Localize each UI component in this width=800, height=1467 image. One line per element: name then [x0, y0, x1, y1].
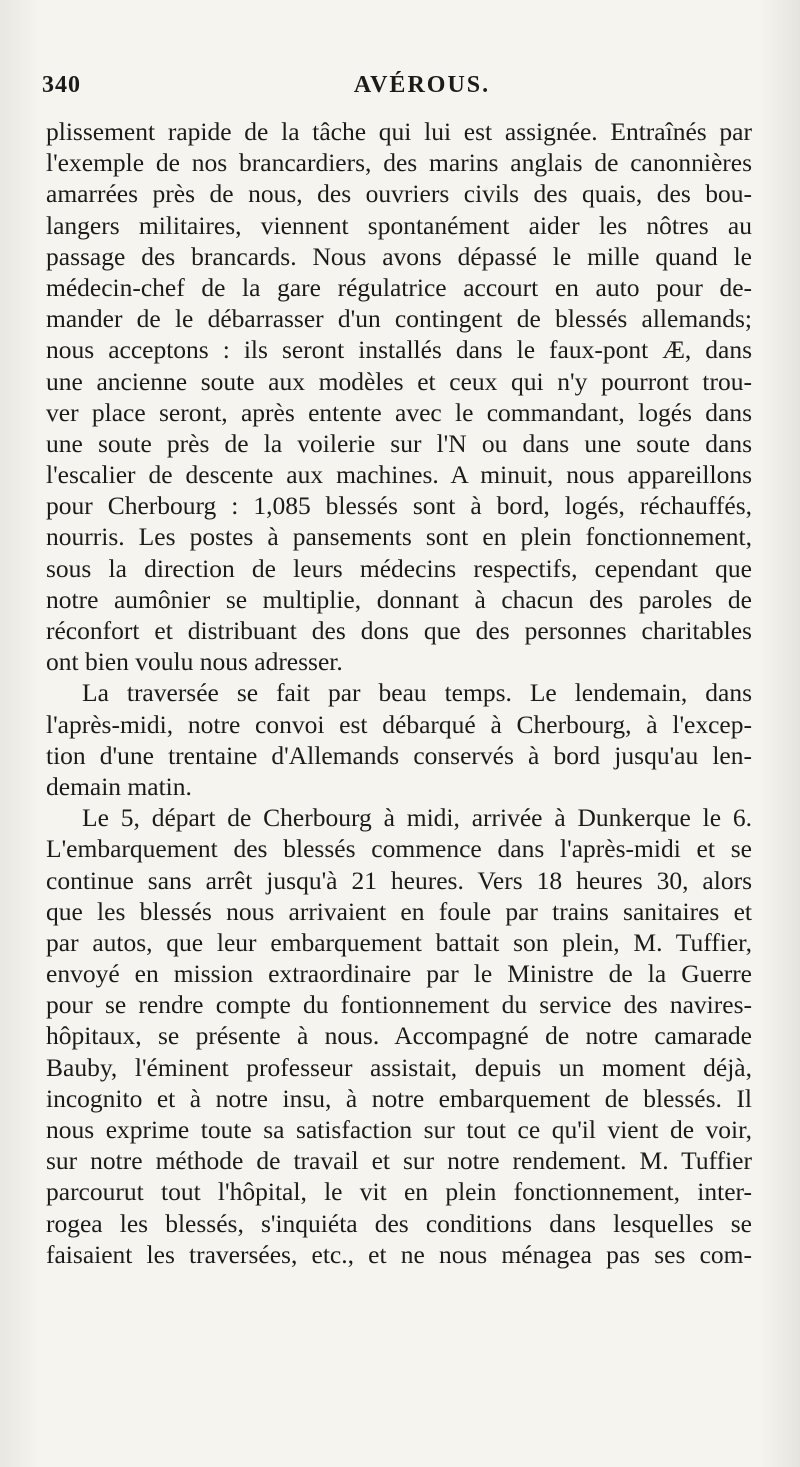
page-header	[42, 72, 758, 104]
text-line: La traversée se fait par beau temps. Le lendemain, dans	[82, 678, 752, 708]
text-line: incognito et à notre insu, à notre embarquement de blessés. Il	[46, 1083, 752, 1113]
text-line: amarrées près de nous, des ouvriers civils des quais, des bou-	[46, 179, 752, 209]
text-line: réconfort et distribuant des dons que des personnes charitables	[46, 616, 752, 645]
text-line: sur notre méthode de travail et sur notre rendement. M. Tuffier	[46, 1146, 752, 1176]
text-line: nourris. Les postes à pansements sont en plein fonctionnement,	[46, 522, 752, 552]
text-line: que les blessés nous arrivaient en foule par trains sanitaires et	[46, 896, 752, 926]
text-line: l'exemple de nos brancardiers, des marins anglais de canonnières	[46, 148, 752, 178]
text-line: L'embarquement des blessés commence dans l'après-midi et se	[46, 834, 752, 864]
text-line: ont bien voulu nous adresser.	[46, 647, 343, 677]
text-line: langers militaires, viennent spontanément aider les nôtres au	[46, 210, 752, 240]
text-line: rogea les blessés, s'inquiéta des conditions dans lesquelles se	[46, 1208, 752, 1238]
text-line: tion d'une trentaine d'Allemands conservés à bord jusqu'au len-	[46, 740, 752, 770]
text-line: sous la direction de leurs médecins respectifs, cependant que	[46, 553, 752, 583]
text-line: ver place seront, après entente avec le commandant, logés dans	[46, 397, 752, 427]
text-line: Le 5, départ de Cherbourg à midi, arrivée à Dunkerque le 6.	[82, 803, 752, 833]
text-line: passage des brancards. Nous avons dépassé le mille quand le	[46, 241, 752, 271]
text-line: parcourut tout l'hôpital, le vit en plein fonctionnement, inter-	[46, 1177, 752, 1207]
text-line: une soute près de la voilerie sur l'N ou dans une soute dans	[46, 428, 752, 458]
text-line: nous acceptons : ils seront installés dans le faux-pont Æ, dans	[46, 335, 752, 365]
text-line: pour se rendre compte du fontionnement du service des navires-	[46, 990, 752, 1020]
text-line: notre aumônier se multiplie, donnant à chacun des paroles de	[46, 584, 752, 614]
text-line: nous exprime toute sa satisfaction sur tout ce qu'il vient de voir,	[46, 1115, 752, 1144]
text-line: par autos, que leur embarquement battait son plein, M. Tuffier,	[46, 927, 752, 957]
body-text	[46, 116, 752, 1270]
text-line: pour Cherbourg : 1,085 blessés sont à bord, logés, réchauffés,	[46, 491, 752, 521]
text-line: demain matin.	[46, 771, 192, 801]
text-line: une ancienne soute aux modèles et ceux qui n'y pourront trou-	[46, 366, 752, 396]
running-head: AVÉROUS.	[353, 72, 491, 98]
text-line: mander de le débarrasser d'un contingent de blessés allemands;	[46, 304, 752, 334]
text-line: hôpitaux, se présente à nous. Accompagné de notre camarade	[46, 1021, 752, 1051]
text-line: Bauby, l'éminent professeur assistait, depuis un moment déjà,	[46, 1052, 752, 1082]
text-line: l'escalier de descente aux machines. A minuit, nous appareillons	[46, 460, 752, 490]
page-number: 340	[42, 72, 81, 98]
text-line: continue sans arrêt jusqu'à 21 heures. Vers 18 heures 30, alors	[46, 865, 752, 895]
text-line: faisaient les traversées, etc., et ne nous ménagea pas ses com-	[46, 1239, 752, 1269]
text-line: envoyé en mission extraordinaire par le Ministre de la Guerre	[46, 959, 752, 989]
text-line: médecin-chef de la gare régulatrice accourt en auto pour de-	[46, 272, 752, 302]
text-line: plissement rapide de la tâche qui lui est assignée. Entraînés par	[46, 117, 752, 146]
text-line: l'après-midi, notre convoi est débarqué à Cherbourg, à l'excep-	[46, 709, 752, 739]
